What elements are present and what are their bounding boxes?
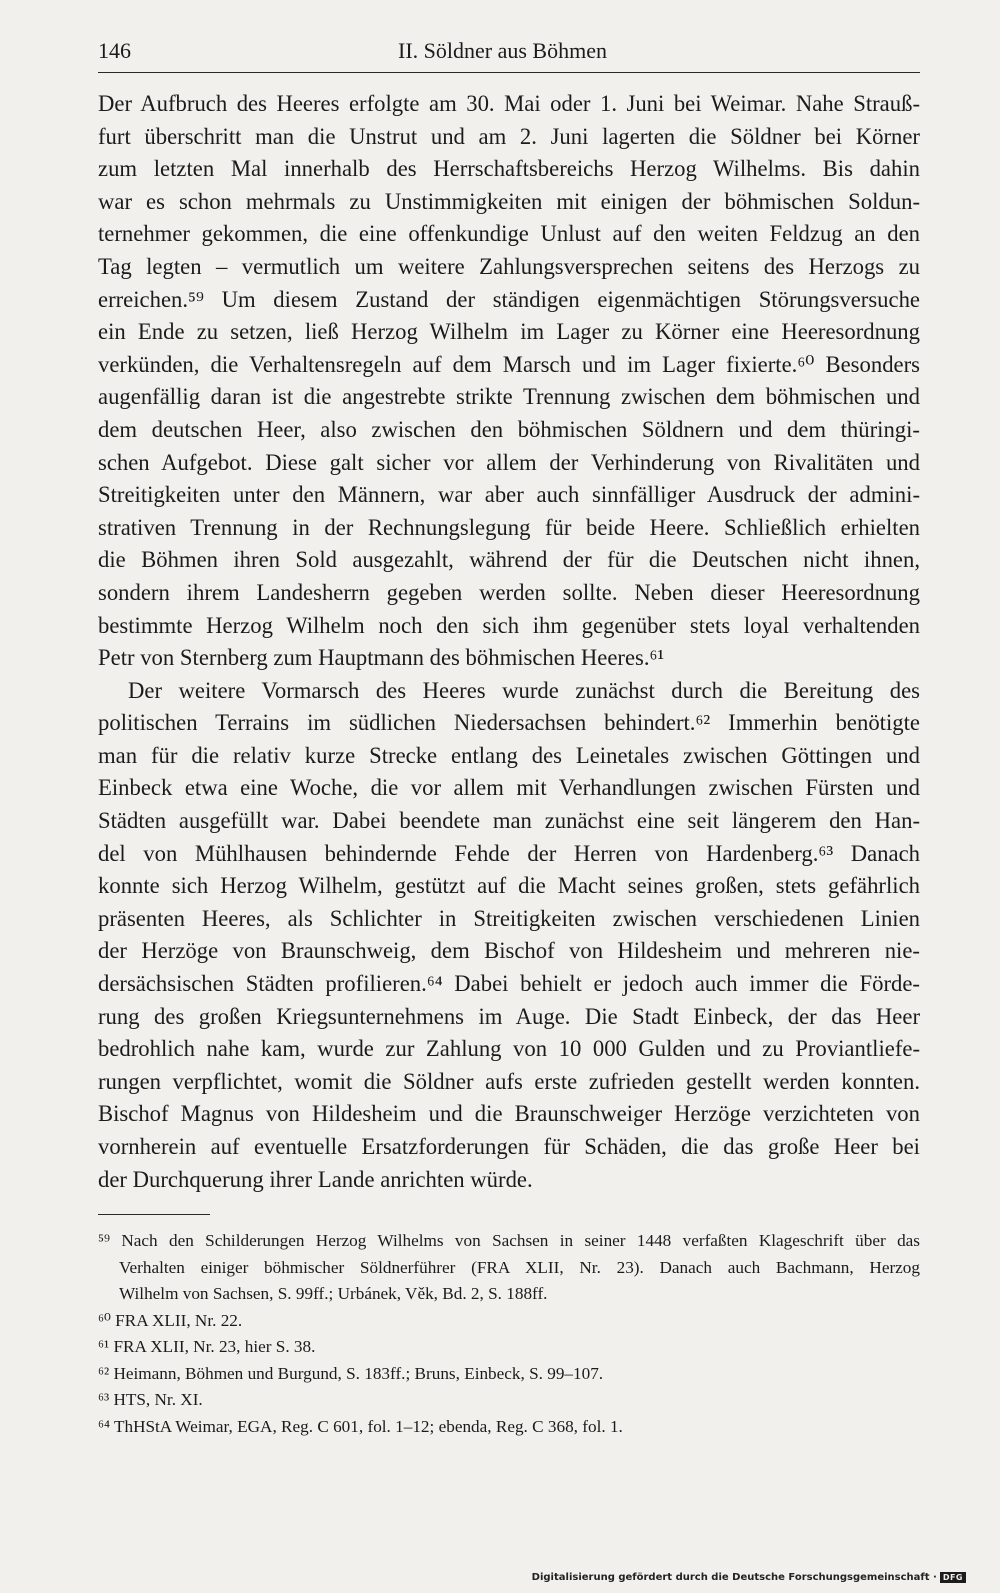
text-line: Einbeck etwa eine Woche, die vor allem mit Verhandlungen zwischen Fürsten und (98, 775, 920, 801)
running-title: II. Söldner aus Böhmen (398, 38, 607, 63)
text-line: die Böhmen ihren Sold ausgezahlt, während der für die Deutschen nicht ihnen, (98, 547, 920, 573)
text-line: schen Aufgebot. Diese galt sicher vor allem der Verhinderung von Rivalitäten und (98, 449, 920, 475)
footnote-line: ⁶⁴ ThHStA Weimar, EGA, Reg. C 601, fol. 1–12; ebenda, Reg. C 368, fol. 1. (98, 1416, 623, 1436)
footnote-line: ⁶⁰ FRA XLII, Nr. 22. (98, 1310, 243, 1330)
footnote-line: ⁶¹ FRA XLII, Nr. 23, hier S. 38. (98, 1337, 316, 1356)
text-line: Der weitere Vormarsch des Heeres wurde zunächst durch die Bereitung des (128, 677, 920, 703)
text-line: man für die relativ kurze Strecke entlang des Leinetales zwischen Göttingen und (98, 742, 920, 768)
text-line: rung des großen Kriegsunternehmens im Auge. Die Stadt Einbeck, der das Heer (98, 1003, 920, 1029)
text-line: dersächsischen Städten profilieren.⁶⁴ Dabei behielt er jedoch auch immer die Förde- (98, 971, 920, 997)
text-line: bestimmte Herzog Wilhelm noch den sich ihm gegenüber stets loyal verhaltenden (98, 612, 920, 638)
text-line: ein Ende zu setzen, ließ Herzog Wilhelm im Lager zu Körner eine Heeresordnung (98, 319, 920, 345)
text-line: Bischof Magnus von Hildesheim und die Braunschweiger Herzöge verzichteten von (98, 1101, 920, 1127)
text-line: verkünden, die Verhaltensregeln auf dem Marsch und im Lager fixierte.⁶⁰ Besonders (98, 351, 920, 377)
text-line: strativen Trennung in der Rechnungslegung für beide Heere. Schließlich erhielten (98, 514, 920, 540)
digitization-credit (532, 1572, 966, 1583)
text-line: del von Mühlhausen behindernde Fehde der Herren von Hardenberg.⁶³ Danach (98, 840, 920, 866)
text-line: Petr von Sternberg zum Hauptmann des böhmischen Heeres.⁶¹ (98, 645, 665, 671)
text-line: Städten ausgefüllt war. Dabei beendete man zunächst eine seit längerem den Han- (98, 808, 920, 834)
footnotes (98, 1228, 920, 1440)
footnote-line: ⁶² Heimann, Böhmen und Burgund, S. 183ff.; Bruns, Einbeck, S. 99–107. (98, 1363, 604, 1383)
page-number: 146 (98, 38, 131, 63)
text-line: der Durchquerung ihrer Lande anrichten würde. (98, 1166, 533, 1192)
text-line: Tag legten – vermutlich um weitere Zahlungsversprechen seitens des Herzogs zu (98, 253, 920, 279)
text-line: sondern ihrem Landesherrn gegeben werden sollte. Neben dieser Heeresordnung (98, 579, 920, 605)
text-line: ternehmer gekommen, die eine offenkundige Unlust auf den weiten Feldzug an den (98, 221, 920, 247)
text-line: bedrohlich nahe kam, wurde zur Zahlung von 10 000 Gulden und zu Proviantliefe- (98, 1036, 920, 1062)
text-line: dem deutschen Heer, also zwischen den böhmischen Söldnern und dem thüringi- (98, 416, 920, 442)
text-line: der Herzöge von Braunschweig, dem Bischof von Hildesheim und mehreren nie- (98, 938, 920, 964)
text-line: politischen Terrains im südlichen Niedersachsen behindert.⁶² Immerhin benötigte (98, 710, 920, 736)
footnote-line: Wilhelm von Sachsen, S. 99ff.; Urbánek, Věk, Bd. 2, S. 188ff. (119, 1284, 548, 1303)
body-text (98, 88, 920, 1196)
footnote-rule (98, 1214, 210, 1215)
text-line: präsenten Heeres, als Schlichter in Streitigkeiten zwischen verschiedenen Linien (98, 905, 920, 931)
footnote-line: Verhalten einiger böhmischer Söldnerführer (FRA XLII, Nr. 23). Danach auch Bachmann, Herzog (119, 1257, 920, 1277)
text-line: erreichen.⁵⁹ Um diesem Zustand der ständigen eigenmächtigen Störungsversuche (98, 286, 920, 312)
text-line: zum letzten Mal innerhalb des Herrschaftsbereichs Herzog Wilhelms. Bis dahin (98, 156, 920, 182)
text-line: vornherein auf eventuelle Ersatzforderungen für Schäden, die das große Heer bei (98, 1134, 920, 1159)
text-line: war es schon mehrmals zu Unstimmigkeiten mit einigen der böhmischen Soldun- (98, 188, 920, 214)
text-line: augenfällig daran ist die angestrebte strikte Trennung zwischen dem böhmischen und (98, 384, 920, 410)
text-line: furt überschritt man die Unstrut und am 2. Juni lagerten die Söldner bei Körner (98, 123, 920, 149)
text-line: konnte sich Herzog Wilhelm, gestützt auf die Macht seines großen, stets gefährlich (98, 873, 920, 899)
footnote-line: ⁵⁹ Nach den Schilderungen Herzog Wilhelms von Sachsen in seiner 1448 verfaßten Klageschrift über das (98, 1231, 920, 1250)
text-line: Der Aufbruch des Heeres erfolgte am 30. Mai oder 1. Juni bei Weimar. Nahe Strauß- (98, 91, 920, 116)
dfg-logo: DFG (940, 1572, 966, 1583)
footnote-line: ⁶³ HTS, Nr. XI. (98, 1390, 203, 1409)
digitization-text: Digitalisierung gefördert durch die Deutsche Forschungsgemeinschaft · (531, 1572, 937, 1583)
text-line: rungen verpflichtet, womit die Söldner aufs erste zufrieden gestellt werden konnten. (98, 1068, 920, 1094)
text-line: Streitigkeiten unter den Männern, war aber auch sinnfälliger Ausdruck der admini- (98, 482, 920, 508)
header-rule (98, 72, 920, 73)
